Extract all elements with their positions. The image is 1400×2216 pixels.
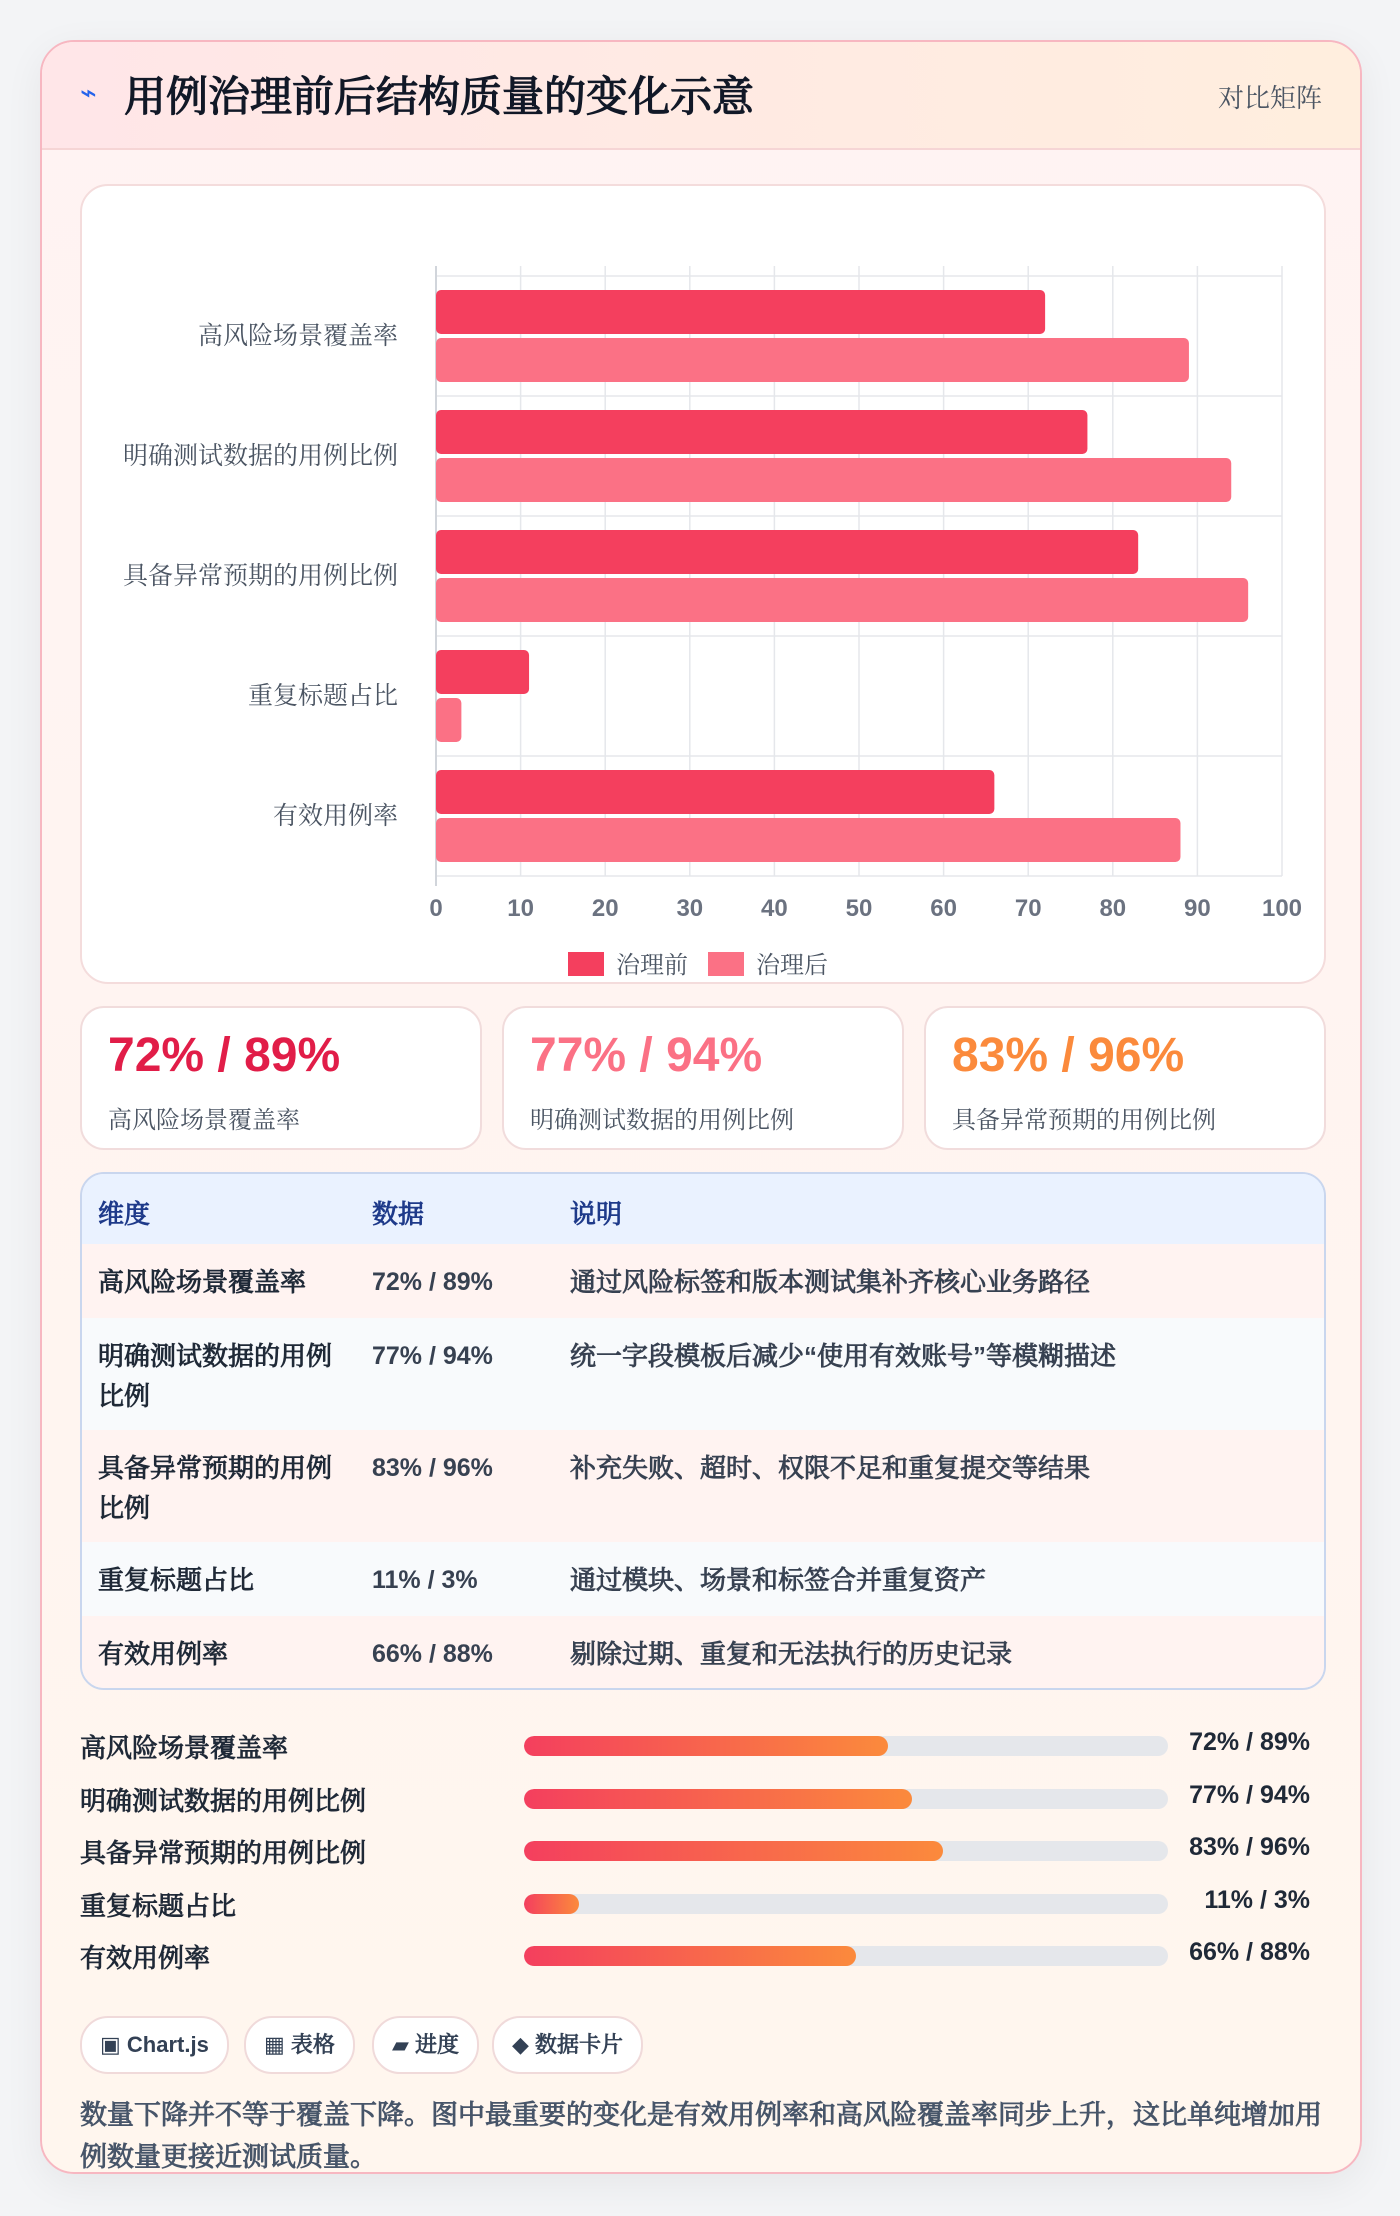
row-dimension: 明确测试数据的用例比例: [98, 1341, 333, 1411]
progress-row-2: [80, 1829, 1322, 1869]
x-tick-label: 70: [1014, 895, 1042, 922]
bar-after: [436, 458, 1231, 502]
progress-label: 重复标题占比: [80, 1891, 237, 1921]
row-dimension: 有效用例率: [98, 1639, 229, 1669]
y-tick-label: 具备异常预期的用例比例: [122, 562, 398, 590]
bar-before: [436, 770, 994, 814]
bar-after: [436, 578, 1248, 622]
x-tick-label: 0: [429, 895, 443, 922]
row-data: 83% / 96%: [372, 1454, 493, 1482]
data-table: [80, 1172, 1326, 1690]
progress-fill: [524, 1841, 943, 1861]
progress-value: 77% / 94%: [1189, 1781, 1310, 1809]
row-description: 补充失败、超时、权限不足和重复提交等结果: [570, 1453, 1091, 1483]
stat-card-0: [80, 1006, 482, 1150]
table-header: [82, 1174, 1324, 1246]
progress-value: 72% / 89%: [1189, 1728, 1310, 1756]
x-tick-label: 50: [845, 895, 873, 922]
row-description: 剔除过期、重复和无法执行的历史记录: [570, 1639, 1013, 1669]
table-row: [82, 1542, 1324, 1617]
header-tag: 对比矩阵: [1217, 83, 1322, 113]
progress-row-3: [80, 1882, 1322, 1922]
bar-chart: [82, 186, 1324, 982]
y-tick-label: 重复标题占比: [247, 682, 398, 710]
progress-value: 83% / 96%: [1189, 1833, 1310, 1861]
row-dimension: 重复标题占比: [98, 1565, 255, 1595]
y-tick-label: 明确测试数据的用例比例: [122, 442, 398, 470]
legend-label: 治理前: [616, 952, 688, 979]
chip-progress[interactable]: [372, 2016, 479, 2074]
chip-table[interactable]: [244, 2016, 355, 2074]
bar-after: [436, 818, 1180, 862]
x-tick-label: 20: [591, 895, 619, 922]
progress-value: 11% / 3%: [1204, 1886, 1310, 1914]
stat-value: 72% / 89%: [108, 1029, 341, 1082]
row-data: 77% / 94%: [372, 1342, 493, 1370]
progress-value: 66% / 88%: [1189, 1938, 1310, 1966]
table-icon: ▦: [264, 2032, 285, 2057]
bar-chart-container: [80, 184, 1326, 984]
x-tick-label: 60: [930, 895, 957, 922]
x-tick-label: 100: [1261, 895, 1303, 922]
legend-label: 治理后: [756, 952, 828, 979]
progress-row-4: [80, 1934, 1322, 1974]
table-row: [82, 1318, 1324, 1431]
row-description: 通过风险标签和版本测试集补齐核心业务路径: [570, 1267, 1091, 1297]
x-tick-label: 30: [676, 895, 704, 922]
chip-data-cards[interactable]: [492, 2016, 643, 2074]
legend-swatch: [568, 952, 604, 976]
progress-track: [524, 1736, 1168, 1756]
chip-chartjs[interactable]: [80, 2016, 229, 2074]
summary-note: 数量下降并不等于覆盖下降。图中最重要的变化是有效用例率和高风险覆盖率同步上升，这比单纯增加用例数量更接近测试质量。: [80, 2100, 1322, 2172]
bar-before: [436, 290, 1045, 334]
bar-after: [436, 698, 461, 742]
lightning-icon: ⌁: [80, 77, 97, 108]
progress-label: 高风险场景覆盖率: [80, 1733, 289, 1763]
progress-fill: [524, 1946, 856, 1966]
row-dimension: 高风险场景覆盖率: [98, 1267, 307, 1297]
comparison-card: [40, 40, 1362, 2174]
progress-track: [524, 1841, 1168, 1861]
stat-value: 77% / 94%: [530, 1029, 763, 1082]
header-description: 说明: [570, 1199, 623, 1229]
chip-label: 数据卡片: [535, 2032, 624, 2057]
legend-swatch: [708, 952, 744, 976]
progress-label: 具备异常预期的用例比例: [80, 1838, 367, 1868]
stat-label: 明确测试数据的用例比例: [530, 1107, 794, 1134]
x-tick-label: 40: [761, 895, 788, 922]
x-tick-label: 10: [507, 895, 534, 922]
x-tick-label: 80: [1099, 895, 1127, 922]
row-description: 通过模块、场景和标签合并重复资产: [570, 1565, 987, 1595]
bar-before: [436, 650, 529, 694]
stat-card-1: [502, 1006, 904, 1150]
progress-track: [524, 1789, 1168, 1809]
header-data: 数据: [372, 1199, 425, 1229]
bar-after: [436, 338, 1189, 382]
card-title: 用例治理前后结构质量的变化示意: [124, 73, 755, 120]
chip-label: 进度: [415, 2032, 460, 2057]
table-row: [82, 1244, 1324, 1319]
progress-fill: [524, 1736, 888, 1756]
bar-before: [436, 410, 1087, 454]
y-tick-label: 有效用例率: [272, 802, 398, 830]
chart-icon: ▣: [100, 2032, 121, 2057]
progress-label: 明确测试数据的用例比例: [80, 1786, 367, 1816]
stat-label: 高风险场景覆盖率: [108, 1107, 300, 1134]
progress-label: 有效用例率: [80, 1943, 211, 1973]
stat-value: 83% / 96%: [952, 1029, 1185, 1082]
progress-track: [524, 1946, 1168, 1966]
row-dimension: 具备异常预期的用例比例: [98, 1453, 333, 1523]
row-description: 统一字段模板后减少“使用有效账号”等模糊描述: [570, 1341, 1117, 1371]
progress-row-1: [80, 1777, 1322, 1817]
progress-track: [524, 1894, 1168, 1914]
bar-before: [436, 530, 1138, 574]
row-data: 66% / 88%: [372, 1640, 493, 1668]
progress-row-0: [80, 1724, 1322, 1764]
row-data: 11% / 3%: [372, 1566, 478, 1594]
y-tick-label: 高风险场景覆盖率: [197, 322, 398, 350]
stat-card-2: [924, 1006, 1326, 1150]
card-header: [42, 42, 1360, 150]
diamond-icon: ◆: [512, 2032, 529, 2057]
progress-icon: ▰: [392, 2032, 409, 2057]
x-tick-label: 90: [1184, 895, 1211, 922]
chip-label: 表格: [290, 2032, 335, 2057]
progress-fill: [524, 1789, 912, 1809]
progress-fill: [524, 1894, 579, 1914]
header-dimension: 维度: [98, 1199, 151, 1229]
chip-label: Chart.js: [126, 2032, 209, 2057]
stat-label: 具备异常预期的用例比例: [952, 1107, 1216, 1134]
table-row: [82, 1430, 1324, 1543]
row-data: 72% / 89%: [372, 1268, 493, 1296]
table-row: [82, 1616, 1324, 1688]
